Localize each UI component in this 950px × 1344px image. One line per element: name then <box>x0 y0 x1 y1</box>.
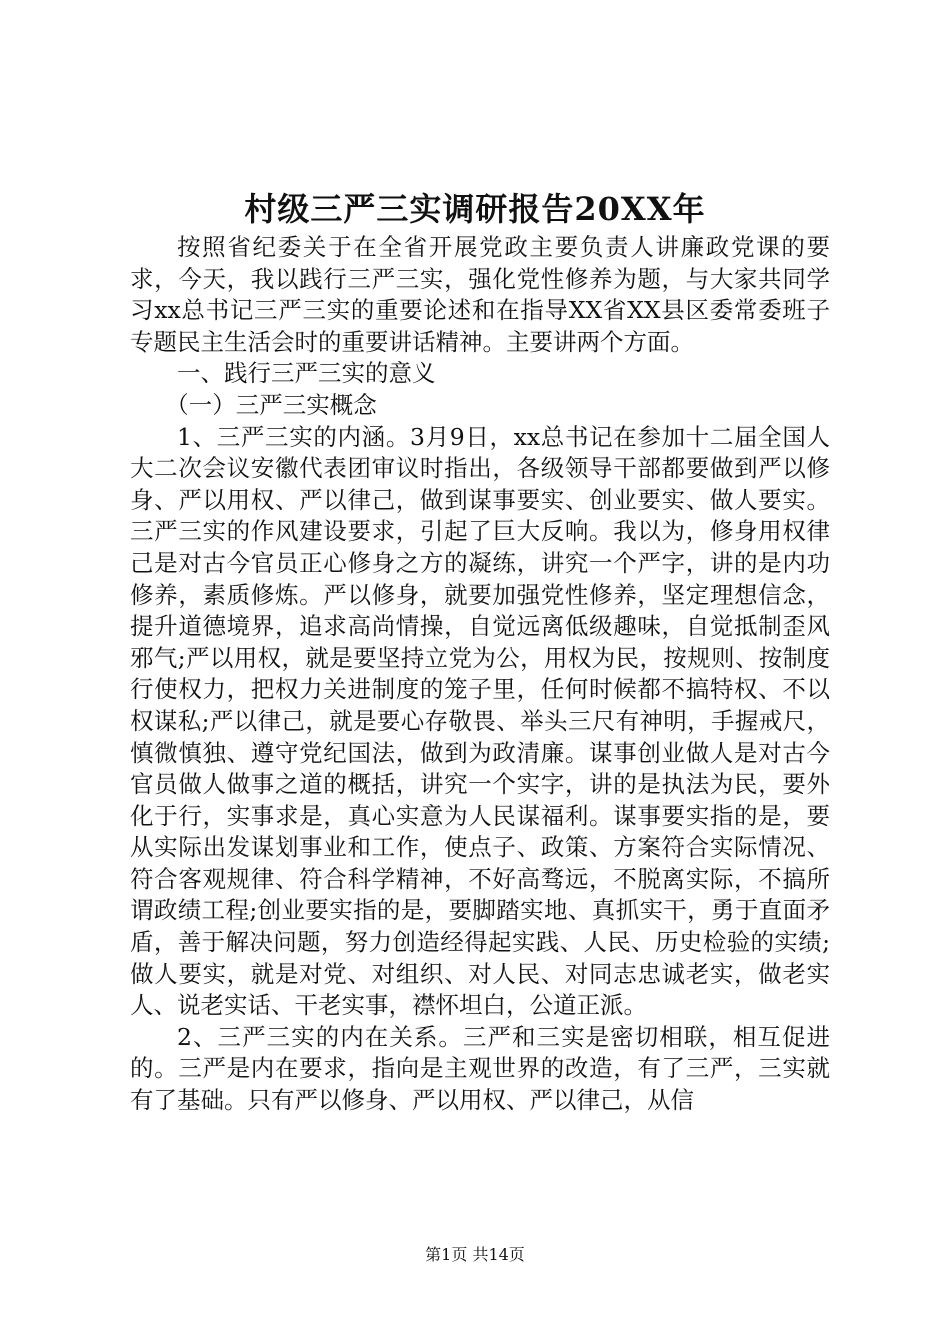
document-title: 村级三严三实调研报告20XX年 <box>244 190 706 228</box>
page-number-footer: 第1页 共14页 <box>425 1245 525 1264</box>
body-paragraph-1: 1、三严三实的内涵。3月9日，xx总书记在参加十二届全国人大二次会议安徽代表团审议时指出，各级领导干部都要做到严以修身、严以用权、严以律己，做到谋事要实、创业要实、做人要实。三严三实的作风建设要求，引起了巨大反响。我以为，修身用权律己是对古今官员正心修身之方的凝练，讲究一个严字，讲的是内功修养，素质修炼。严以修身，就要加强党性修养，坚定理想信念，提升道德境界，追求高尚情操，自觉远离低级趣味，自觉抵制歪风邪气;严以用权，就是要坚持立党为公，用权为民，按规则、按制度行使权力，把权力关进制度的笼子里，任何时候都不搞特权、不以权谋私;严以律己，就是要心存敬畏、举头三尺有神明，手握戒尺，慎微慎独、遵守党纪国法，做到为政清廉。谋事创业做人是对古今官员做人做事之道的概括，讲究一个实字，讲的是执法为民，要外化于行，实事求是，真心实意为人民谋福利。谋事要实指的是，要从实际出发谋划事业和工作，使点子、政策、方案符合实际情况、符合客观规律、符合科学精神，不好高骛远，不脱离实际，不搞所谓政绩工程;创业要实指的是，要脚踏实地、真抓实干，勇于直面矛盾，善于解决问题，努力创造经得起实践、人民、历史检验的实绩;做人要实，就是对党、对组织、对人民、对同志忠诚老实，做老实人、说老实话、干老实事，襟怀坦白，公道正派。 <box>130 422 830 1020</box>
intro-paragraph: 按照省纪委关于在全省开展党政主要负责人讲廉政党课的要求，今天，我以践行三严三实，强化党性修养为题，与大家共同学习xx总书记三严三实的重要论述和在指导XX省XX县区委常委班子专题民主生活会时的重要讲话精神。主要讲两个方面。 <box>130 233 830 356</box>
section-heading: 一、践行三严三实的意义 <box>177 359 436 388</box>
document-body <box>130 232 830 1117</box>
body-paragraph-2: 2、三严三实的内在关系。三严和三实是密切相联，相互促进的。三严是内在要求，指向是主观世界的改造，有了三严，三实就有了基础。只有严以修身、严以用权、严以律己，从信 <box>130 1022 830 1115</box>
subsection-heading: （一）三严三实概念 <box>165 390 377 419</box>
